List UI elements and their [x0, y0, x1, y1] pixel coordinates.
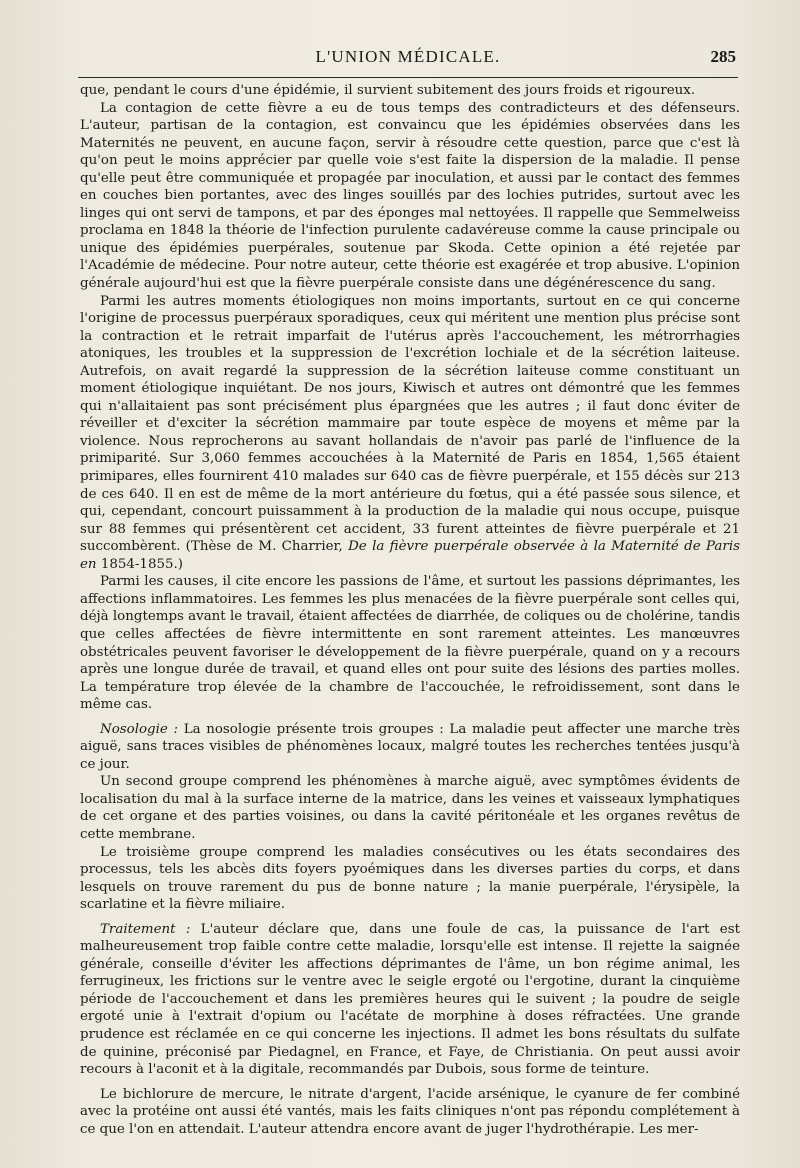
running-head: L'UNION MÉDICALE.: [315, 47, 501, 66]
cited-thesis-title: De la fièvre puerpérale observée à la Maternité de Paris en: [80, 539, 740, 572]
paragraph-text: que, pendant le cours d'une épidémie, il survient subitement des jours froids et rigoureux.: [80, 83, 696, 98]
paragraph-text: La nosologie présente trois groupes : La maladie peut affecter une marche très aiguë, sans traces visibles de phénomènes locaux, malgré toutes les recherches tentées jusqu'à ce jour.: [80, 721, 740, 772]
paragraph-text: Le troisième groupe comprend les maladies consécutives ou les états secondaires des processus, tels les abcès dits foyers pyoémiques dans les diverses parties du corps, et dans lesquels on trouve rarement du pus de bonne nature ; la manie puerpérale, l'érysipèle, la scarlatine et la fièvre miliaire.: [80, 844, 740, 913]
paragraph: [80, 573, 740, 713]
section-label-traitement: Traitement :: [100, 921, 191, 937]
section-label-nosologie: Nosologie :: [100, 721, 179, 737]
page-header: [78, 44, 738, 72]
paragraph-text: L'auteur déclare que, dans une foule de cas, la puissance de l'art est malheureusement trop faible contre cette maladie, lorsqu'elle est intense. Il rejette la saignée générale, conseille d'éviter les affections déprimantes de l'âme, un bon régime animal, les ferrugineux, les frictions sur le ventre avec le seigle ergoté ou l'ergotine, durant la cinquième période de l'accouchement et dans les premières heures qui le suivent ; la poudre de seigle ergoté unie à l'extrait d'opium ou l'acétate de morphine à doses réfractées. Une grande prudence est réclamée en ce qui concerne les injections. Il admet les bons résultats du sulfate de quinine, préconisé par Piedagnel, en France, et Faye, de Christiania. On peut aussi avoir recours à l'aconit et à la digitale, recommandés par Dubois, sous forme de teinture.: [80, 921, 740, 1078]
paragraph-text: Parmi les autres moments étiologiques non moins importants, surtout en ce qui concerne l'origine de processus puerpéraux sporadiques, ceux qui méritent une mention plus précise sont la contraction et le retrait imparfait de l'utérus après l'accouchement, les métrorrhagies atoniques, les troubles et la suppression de l'excrétion lochiale et de la sécrétion laiteuse. Autrefois, on avait regardé la suppression de la sécrétion laiteuse comme constituant un moment étiologique inquiétant. De nos jours, Kiwisch et autres ont démontré que les femmes qui n'allaitaient pas sont précisément plus épargnées que les autres ; il faut donc éviter de réveiller et d'exciter la sécrétion mammaire par toute espèce de moyens et même par la violence. Nous reprocherons au savant hollandais de n'avoir pas parlé de l'influence de la primiparité. Sur 3,060 femmes accouchées à la Maternité de Paris en 1854, 1,565 étaient primipares, elles fournirent 410 malades sur 640 cas de fièvre puerpérale, et 155 décès sur 213 de ces 640. Il en est de même de la mort antérieure du fœtus, qui a été passée sous silence, et qui, cependant, concourt puissamment à la production de la maladie qui nous occupe, puisque sur 88 femmes qui présentèrent cet accident, 33 furent atteintes de fièvre puerpérale et 21 succombèrent. (Thèse de M. Charrier,: [80, 293, 740, 555]
paragraph: [80, 100, 740, 293]
paragraph-text: La contagion de cette fièvre a eu de tous temps des contradicteurs et des défenseurs. L'auteur, partisan de la contagion, est convaincu que les épidémies observées dans les Maternités ne peuvent, en aucune façon, servir à résoudre cette question, parce que c'est là qu'on peut le moins apprécier par quelle voie s'est faite la dispersion de la maladie. Il pense qu'elle peut être communiquée et propagée par inoculation, et aussi par le contact des femmes en couches bien portantes, avec des linges souillés par des lochies putrides, surtout avec les linges qui ont servi de tampons, et par des éponges mal nettoyées. Il rappelle que Semmelweiss proclama en 1848 la théorie de l'infection purulente cadavéreuse comme la cause principale ou unique des épidémies puerpérales, soutenue par Skoda. Cette opinion a été rejetée par l'Académie de médecine. Pour notre auteur, cette théorie est exagérée et trop abusive. L'opinion générale aujourd'hui est que la fièvre puerpérale consiste dans une dégénérescence du sang.: [80, 100, 740, 292]
paragraph-text: Le bichlorure de mercure, le nitrate d'argent, l'acide arsénique, le cyanure de fer combiné avec la protéine ont aussi été vantés, mais les faits cliniques n'ont pas répondu complétement à ce que l'on en attendait. L'auteur attendra encore avant de juger l'hydrothérapie. Les mer-: [80, 1086, 740, 1137]
paragraph-text-end: 1854-1855.): [100, 556, 183, 572]
paragraph: [80, 721, 740, 774]
paragraph: [80, 921, 740, 1079]
paragraph: [80, 82, 740, 100]
paragraph: [80, 293, 740, 574]
paragraph: [80, 844, 740, 914]
header-rule: [78, 77, 738, 78]
page-number: 285: [710, 47, 736, 66]
paragraph: [80, 773, 740, 843]
article-body: [80, 82, 740, 1138]
paragraph-text: Un second groupe comprend les phénomènes à marche aiguë, avec symptômes évidents de localisation du mal à la surface interne de la matrice, dans les veines et vaisseaux lymphatiques de cet organe et des parties voisines, ou dans la cavité péritonéale et les organes revêtus de cette membrane.: [80, 774, 740, 842]
paragraph-text: Parmi les causes, il cite encore les passions de l'âme, et surtout les passions déprimantes, les affections inflammatoires. Les femmes les plus menacées de la fièvre puerpérale sont celles qui, déjà longtemps avant le travail, étaient affectées de diarrhée, de coliques ou de cholérine, tandis que celles affectées de fièvre intermittente en sont rarement atteintes. Les manœuvres obstétricales peuvent favoriser le développement de la fièvre puerpérale, quand on y a recours après une longue durée de travail, et quand elles ont pour suite des lésions des parties molles. La température trop élevée de la chambre de l'accouchée, le refroidissement, sont dans le même cas.: [80, 574, 740, 713]
paragraph: [80, 1086, 740, 1139]
